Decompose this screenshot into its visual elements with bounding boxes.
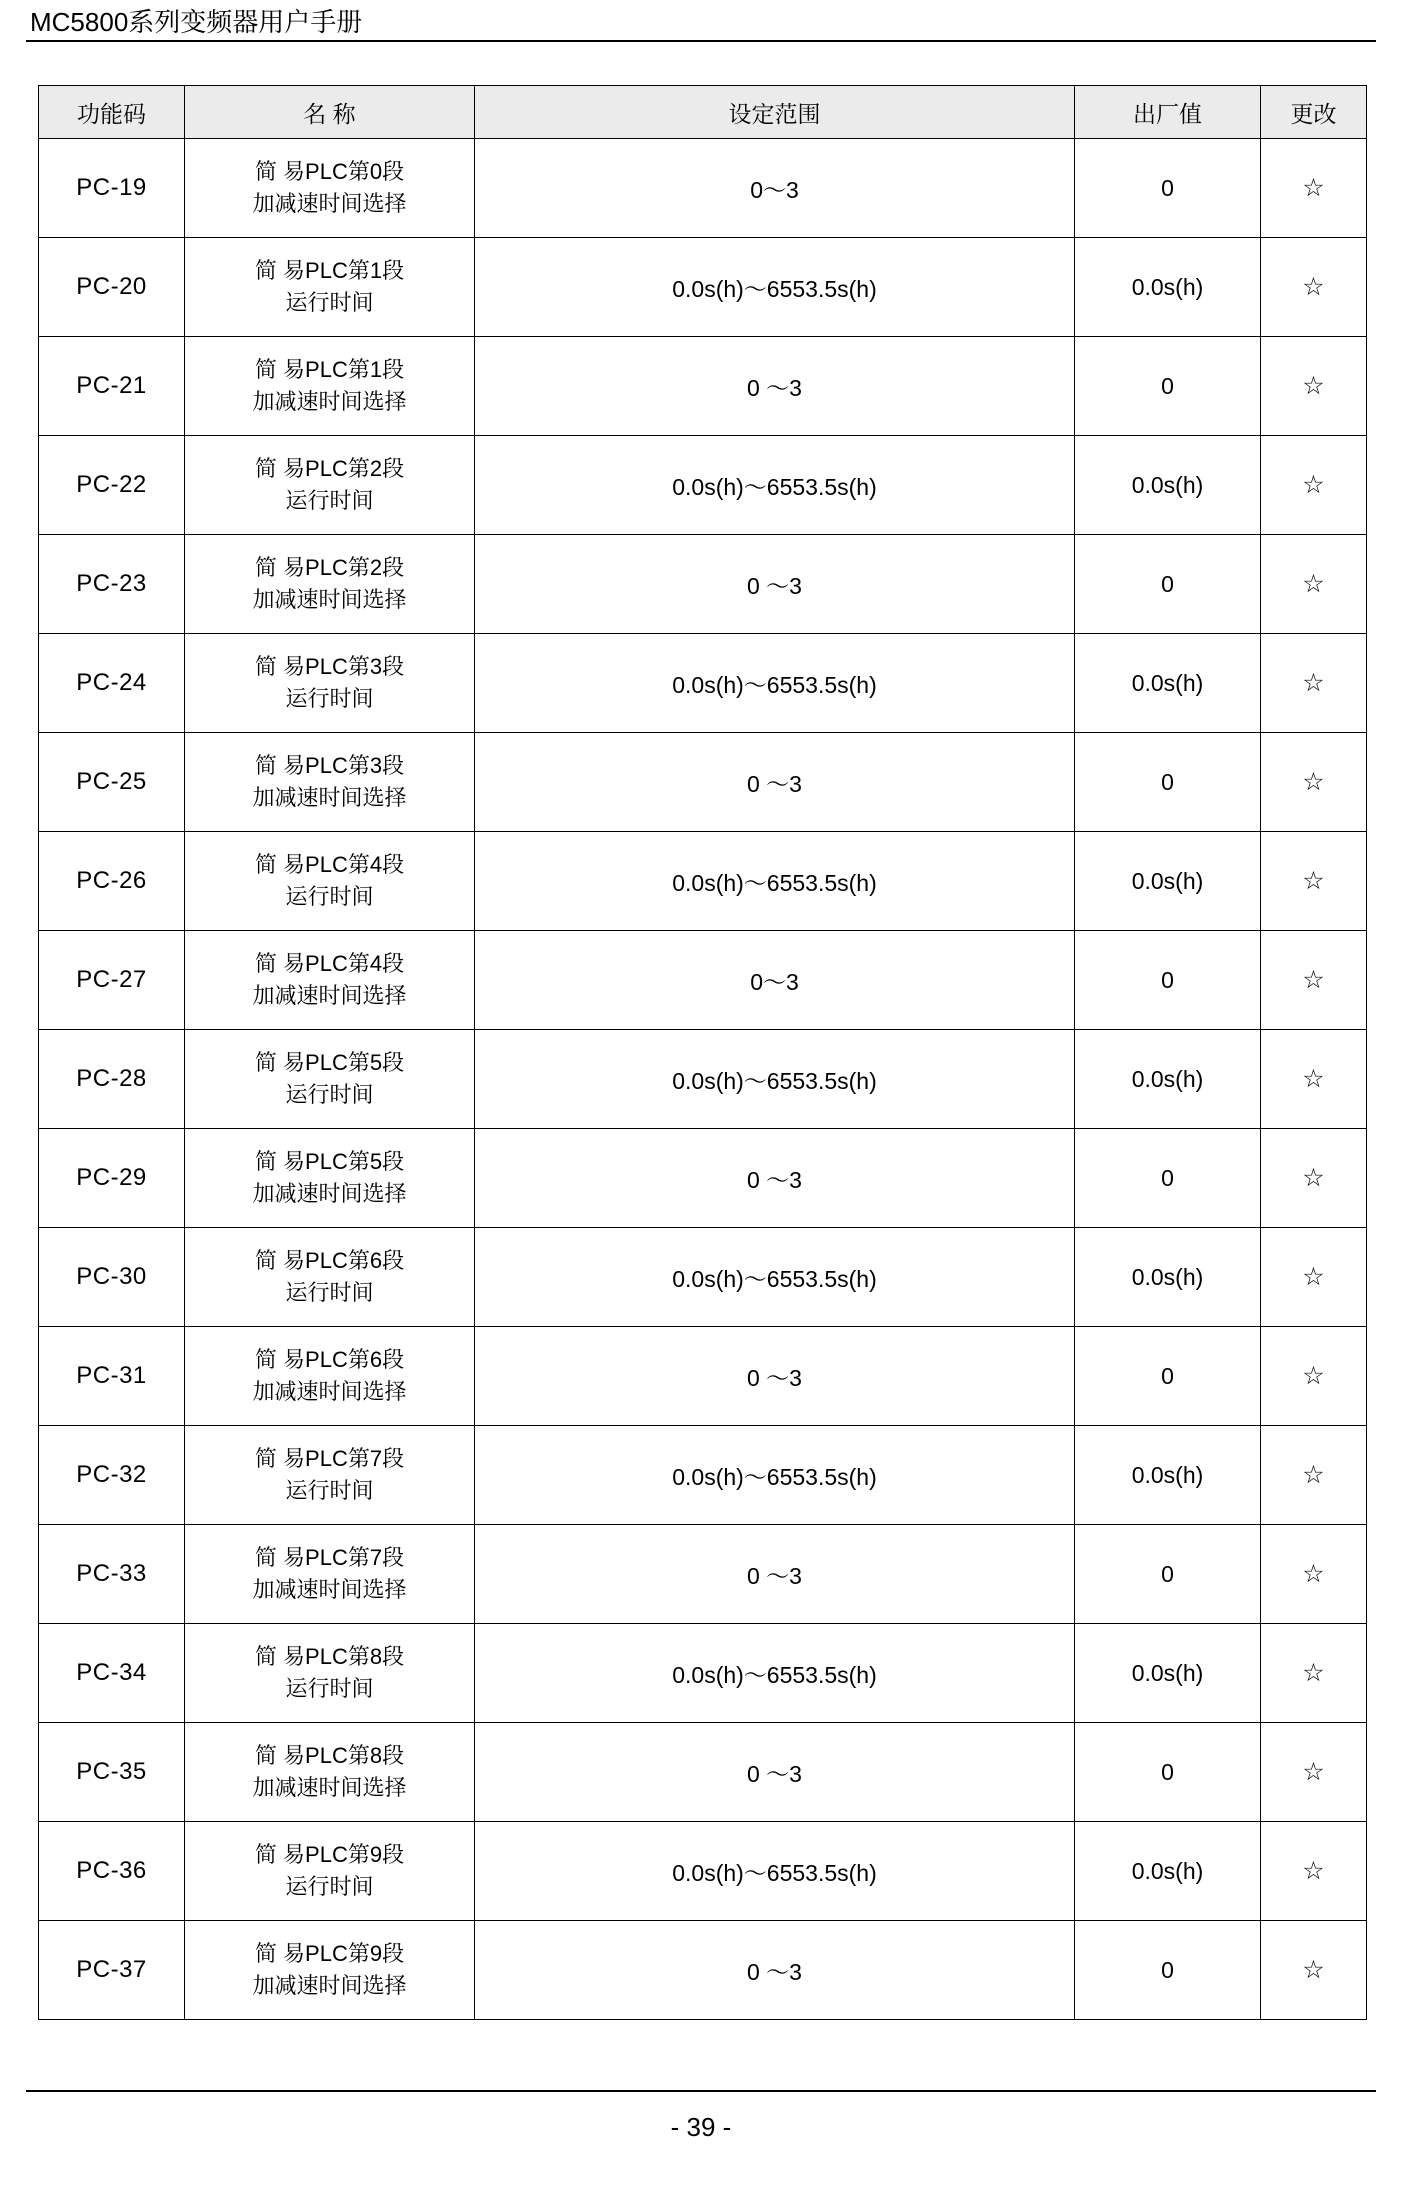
cell-modify-mark: ☆: [1261, 832, 1367, 931]
cell-setting-range: 0 ～3: [475, 1129, 1075, 1228]
cell-modify-mark: ☆: [1261, 337, 1367, 436]
table-row: [39, 1921, 1367, 2020]
cell-name-line1: 简 易PLC第0段: [254, 159, 405, 185]
cell-setting-range: 0～3: [475, 139, 1075, 238]
cell-function-code: PC-36: [39, 1822, 185, 1921]
table-row: [39, 832, 1367, 931]
table-row: [39, 1624, 1367, 1723]
cell-setting-range: 0.0s(h)～6553.5s(h): [475, 436, 1075, 535]
cell-setting-range: 0.0s(h)～6553.5s(h): [475, 1822, 1075, 1921]
cell-name-line1: 简 易PLC第3段: [254, 654, 405, 680]
page-number: - 39 -: [670, 2112, 732, 2142]
cell-name: [185, 1624, 475, 1723]
cell-factory-value: 0.0s(h): [1075, 832, 1261, 931]
table-row: [39, 139, 1367, 238]
table-row: [39, 1822, 1367, 1921]
cell-name-line2: 加减速时间选择: [252, 1775, 407, 1800]
column-header-factory: 出厂值: [1075, 86, 1261, 139]
table-row: [39, 1723, 1367, 1822]
cell-factory-value: 0.0s(h): [1075, 238, 1261, 337]
cell-name-line2: 运行时间: [285, 1874, 374, 1899]
cell-name-line2: 加减速时间选择: [252, 1973, 407, 1998]
cell-factory-value: 0.0s(h): [1075, 1426, 1261, 1525]
cell-name-line2: 运行时间: [285, 290, 374, 315]
cell-factory-value: 0.0s(h): [1075, 634, 1261, 733]
column-header-name: 名 称: [185, 86, 475, 139]
cell-function-code: PC-27: [39, 931, 185, 1030]
cell-name-line1: 简 易PLC第8段: [254, 1743, 405, 1769]
cell-factory-value: 0: [1075, 1921, 1261, 2020]
cell-function-code: PC-35: [39, 1723, 185, 1822]
cell-name: [185, 1822, 475, 1921]
cell-setting-range: 0.0s(h)～6553.5s(h): [475, 1030, 1075, 1129]
cell-modify-mark: ☆: [1261, 1129, 1367, 1228]
cell-factory-value: 0: [1075, 139, 1261, 238]
cell-name-line1: 简 易PLC第5段: [254, 1050, 405, 1076]
cell-name-line2: 加减速时间选择: [252, 389, 407, 414]
cell-modify-mark: ☆: [1261, 1822, 1367, 1921]
cell-name: [185, 139, 475, 238]
header-divider: [26, 40, 1376, 42]
cell-setting-range: 0.0s(h)～6553.5s(h): [475, 238, 1075, 337]
page-header: [0, 0, 1402, 46]
cell-name-line2: 运行时间: [285, 686, 374, 711]
cell-name-line1: 简 易PLC第2段: [254, 456, 405, 482]
cell-name-line2: 加减速时间选择: [252, 785, 407, 810]
cell-name-line1: 简 易PLC第1段: [254, 357, 405, 383]
cell-function-code: PC-20: [39, 238, 185, 337]
cell-modify-mark: ☆: [1261, 436, 1367, 535]
table-row: [39, 337, 1367, 436]
cell-name-line1: 简 易PLC第2段: [254, 555, 405, 581]
cell-name: [185, 1129, 475, 1228]
cell-modify-mark: ☆: [1261, 139, 1367, 238]
table-header-row: [39, 86, 1367, 139]
cell-function-code: PC-30: [39, 1228, 185, 1327]
cell-factory-value: 0.0s(h): [1075, 436, 1261, 535]
cell-name-line2: 加减速时间选择: [252, 1577, 407, 1602]
cell-factory-value: 0: [1075, 337, 1261, 436]
cell-name-line2: 加减速时间选择: [252, 983, 407, 1008]
cell-name-line2: 运行时间: [285, 1280, 374, 1305]
cell-name-line1: 简 易PLC第7段: [254, 1545, 405, 1571]
table-row: [39, 535, 1367, 634]
cell-factory-value: 0: [1075, 1327, 1261, 1426]
document-title: MC5800系列变频器用户手册: [30, 7, 363, 37]
cell-modify-mark: ☆: [1261, 1228, 1367, 1327]
cell-factory-value: 0: [1075, 1129, 1261, 1228]
cell-modify-mark: ☆: [1261, 634, 1367, 733]
cell-name: [185, 436, 475, 535]
cell-name: [185, 832, 475, 931]
cell-modify-mark: ☆: [1261, 238, 1367, 337]
cell-function-code: PC-31: [39, 1327, 185, 1426]
cell-name-line1: 简 易PLC第6段: [254, 1248, 405, 1274]
cell-function-code: PC-28: [39, 1030, 185, 1129]
cell-name: [185, 1327, 475, 1426]
cell-factory-value: 0: [1075, 733, 1261, 832]
cell-factory-value: 0: [1075, 1723, 1261, 1822]
cell-name: [185, 1723, 475, 1822]
cell-name: [185, 1030, 475, 1129]
cell-name-line2: 运行时间: [285, 488, 374, 513]
column-header-range: 设定范围: [475, 86, 1075, 139]
cell-name: [185, 1228, 475, 1327]
cell-factory-value: 0.0s(h): [1075, 1228, 1261, 1327]
table-row: [39, 1327, 1367, 1426]
cell-name-line1: 简 易PLC第1段: [254, 258, 405, 284]
table-row: [39, 931, 1367, 1030]
cell-name: [185, 931, 475, 1030]
cell-setting-range: 0 ～3: [475, 535, 1075, 634]
table-body: [39, 139, 1367, 2020]
cell-name-line1: 简 易PLC第4段: [254, 852, 405, 878]
cell-factory-value: 0: [1075, 535, 1261, 634]
cell-modify-mark: ☆: [1261, 1723, 1367, 1822]
cell-name-line2: 运行时间: [285, 1082, 374, 1107]
cell-name-line1: 简 易PLC第8段: [254, 1644, 405, 1670]
cell-name-line1: 简 易PLC第5段: [254, 1149, 405, 1175]
cell-setting-range: 0 ～3: [475, 1525, 1075, 1624]
cell-modify-mark: ☆: [1261, 931, 1367, 1030]
cell-setting-range: 0 ～3: [475, 1327, 1075, 1426]
cell-name: [185, 733, 475, 832]
cell-name-line2: 运行时间: [285, 1478, 374, 1503]
cell-modify-mark: ☆: [1261, 733, 1367, 832]
cell-function-code: PC-37: [39, 1921, 185, 2020]
cell-factory-value: 0.0s(h): [1075, 1624, 1261, 1723]
table-row: [39, 1426, 1367, 1525]
cell-factory-value: 0.0s(h): [1075, 1822, 1261, 1921]
cell-name-line2: 加减速时间选择: [252, 587, 407, 612]
table-row: [39, 1129, 1367, 1228]
cell-name: [185, 238, 475, 337]
cell-function-code: PC-21: [39, 337, 185, 436]
cell-name: [185, 1525, 475, 1624]
cell-setting-range: 0.0s(h)～6553.5s(h): [475, 1426, 1075, 1525]
cell-function-code: PC-32: [39, 1426, 185, 1525]
cell-function-code: PC-25: [39, 733, 185, 832]
cell-function-code: PC-33: [39, 1525, 185, 1624]
cell-factory-value: 0.0s(h): [1075, 1030, 1261, 1129]
cell-name: [185, 535, 475, 634]
cell-function-code: PC-23: [39, 535, 185, 634]
cell-name-line2: 运行时间: [285, 884, 374, 909]
table-row: [39, 634, 1367, 733]
table-row: [39, 436, 1367, 535]
cell-modify-mark: ☆: [1261, 1030, 1367, 1129]
table-row: [39, 1228, 1367, 1327]
cell-name: [185, 1426, 475, 1525]
cell-modify-mark: ☆: [1261, 1624, 1367, 1723]
cell-modify-mark: ☆: [1261, 535, 1367, 634]
cell-name-line1: 简 易PLC第9段: [254, 1842, 405, 1868]
cell-setting-range: 0.0s(h)～6553.5s(h): [475, 832, 1075, 931]
cell-factory-value: 0: [1075, 1525, 1261, 1624]
cell-name: [185, 1921, 475, 2020]
cell-setting-range: 0 ～3: [475, 1921, 1075, 2020]
cell-setting-range: 0.0s(h)～6553.5s(h): [475, 1624, 1075, 1723]
cell-name-line1: 简 易PLC第4段: [254, 951, 405, 977]
cell-modify-mark: ☆: [1261, 1327, 1367, 1426]
cell-setting-range: 0 ～3: [475, 337, 1075, 436]
cell-function-code: PC-29: [39, 1129, 185, 1228]
cell-function-code: PC-22: [39, 436, 185, 535]
cell-name: [185, 634, 475, 733]
cell-modify-mark: ☆: [1261, 1921, 1367, 2020]
cell-setting-range: 0.0s(h)～6553.5s(h): [475, 634, 1075, 733]
column-header-code: 功能码: [39, 86, 185, 139]
cell-name-line1: 简 易PLC第6段: [254, 1347, 405, 1373]
cell-setting-range: 0 ～3: [475, 1723, 1075, 1822]
cell-function-code: PC-34: [39, 1624, 185, 1723]
cell-function-code: PC-24: [39, 634, 185, 733]
cell-name: [185, 337, 475, 436]
cell-name-line2: 加减速时间选择: [252, 191, 407, 216]
cell-modify-mark: ☆: [1261, 1426, 1367, 1525]
table-row: [39, 1525, 1367, 1624]
cell-setting-range: 0 ～3: [475, 733, 1075, 832]
cell-function-code: PC-26: [39, 832, 185, 931]
column-header-modify: 更改: [1261, 86, 1367, 139]
cell-setting-range: 0～3: [475, 931, 1075, 1030]
cell-modify-mark: ☆: [1261, 1525, 1367, 1624]
cell-factory-value: 0: [1075, 931, 1261, 1030]
cell-name-line1: 简 易PLC第7段: [254, 1446, 405, 1472]
footer-divider: [26, 2090, 1376, 2092]
cell-name-line2: 加减速时间选择: [252, 1379, 407, 1404]
function-code-table: [38, 85, 1367, 2020]
cell-setting-range: 0.0s(h)～6553.5s(h): [475, 1228, 1075, 1327]
cell-name-line2: 运行时间: [285, 1676, 374, 1701]
table-row: [39, 733, 1367, 832]
cell-name-line1: 简 易PLC第3段: [254, 753, 405, 779]
cell-name-line1: 简 易PLC第9段: [254, 1941, 405, 1967]
table-row: [39, 1030, 1367, 1129]
cell-function-code: PC-19: [39, 139, 185, 238]
function-code-table-wrapper: [38, 85, 1366, 2020]
table-row: [39, 238, 1367, 337]
cell-name-line2: 加减速时间选择: [252, 1181, 407, 1206]
